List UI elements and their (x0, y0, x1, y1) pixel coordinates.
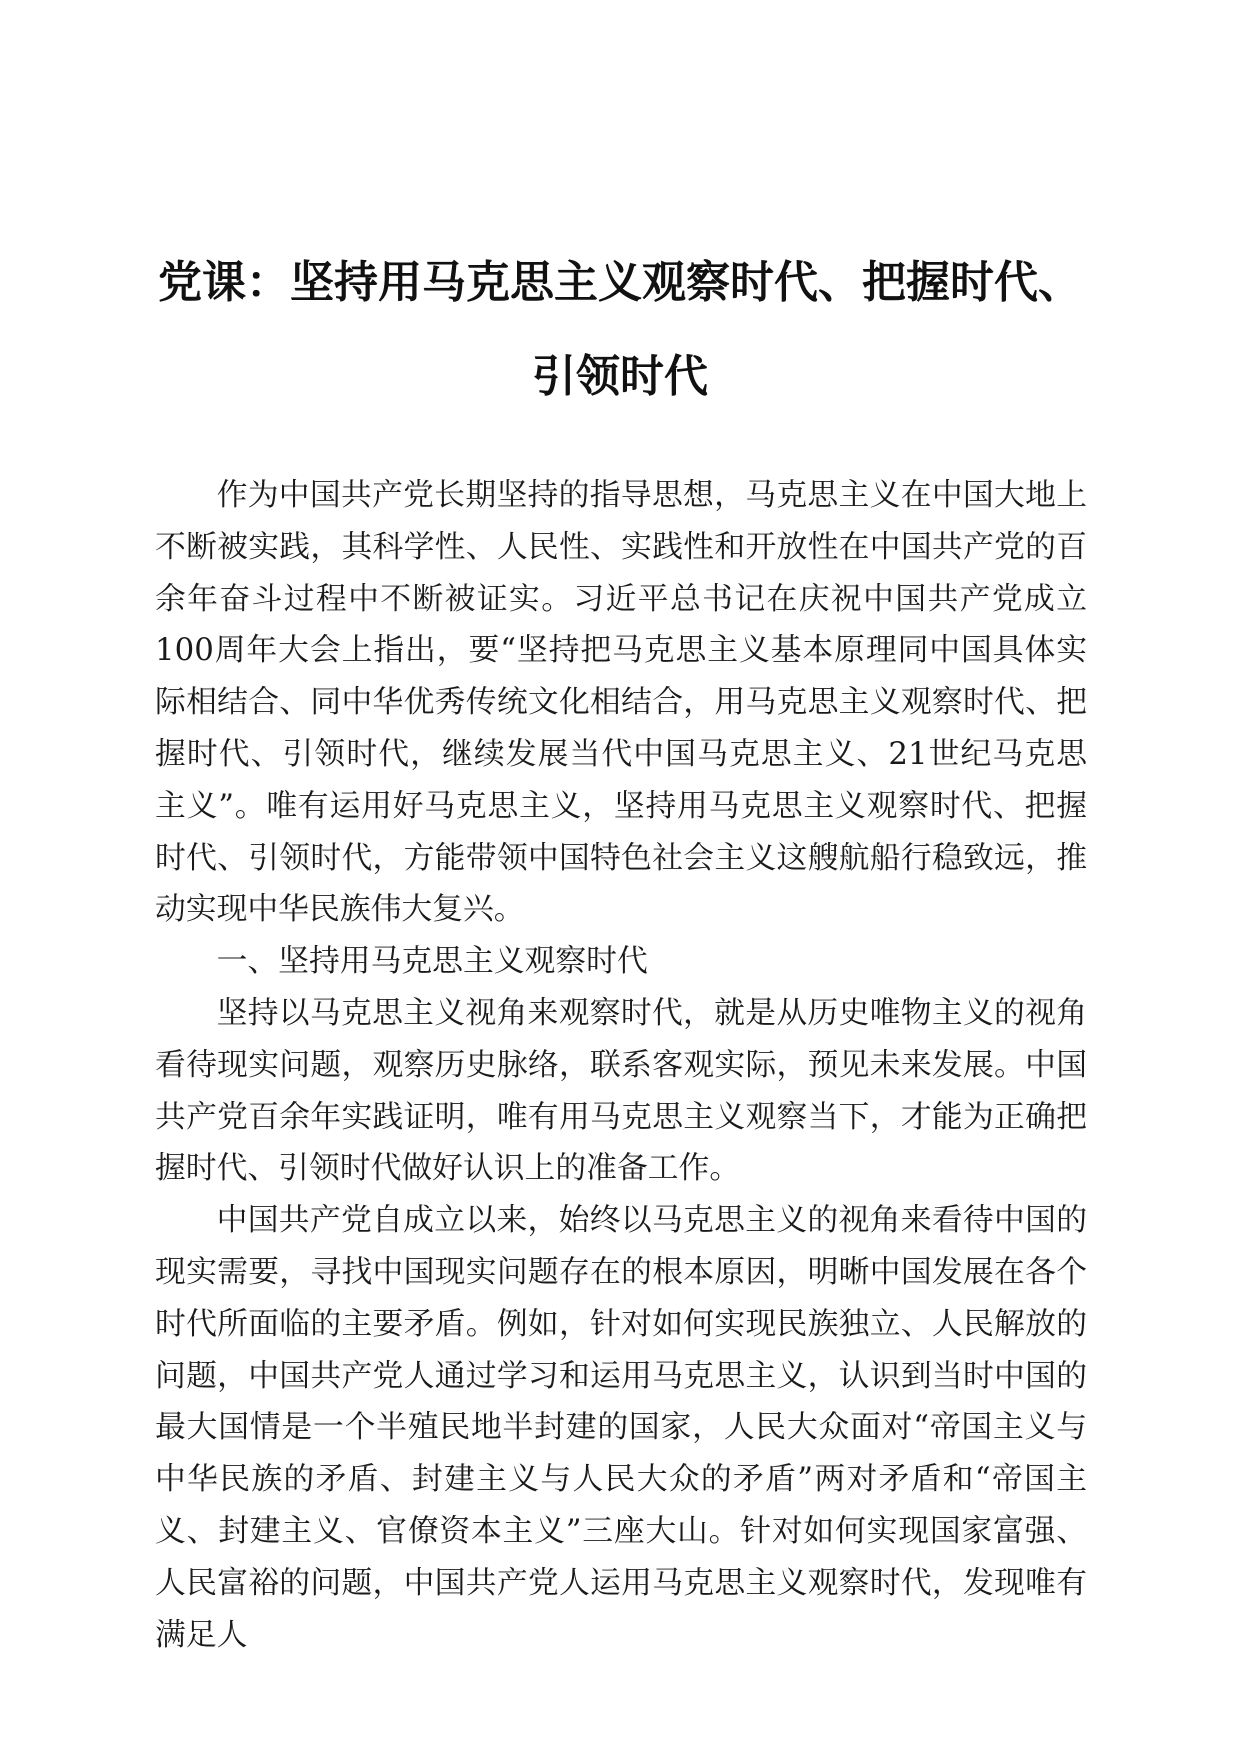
paragraph-intro: 作为中国共产党长期坚持的指导思想，马克思主义在中国大地上不断被实践，其科学性、人民性、实践性和开放性在中国共产党的百余年奋斗过程中不断被证实。习近平总书记在庆祝中国共产党成立100周年大会上指出，要“坚持把马克思主义基本原理同中国具体实际相结合、同中华优秀传统文化相结合，用马克思主义观察时代、把握时代、引领时代，继续发展当代中国马克思主义、21世纪马克思主义”。唯有运用好马克思主义，坚持用马克思主义观察时代、把握时代、引领时代，方能带领中国特色社会主义这艘航船行稳致远，推动实现中华民族伟大复兴。 (155, 477, 1087, 928)
document-title (150, 236, 1090, 424)
title-line-1: 党课：坚持用马克思主义观察时代、把握时代、 (158, 257, 1082, 308)
document-body (155, 470, 1087, 1661)
paragraph-section1-b: 中国共产党自成立以来，始终以马克思主义的视角来看待中国的现实需要，寻找中国现实问题存在的根本原因，明晰中国发展在各个时代所面临的主要矛盾。例如，针对如何实现民族独立、人民解放的问题，中国共产党人通过学习和运用马克思主义，认识到当时中国的最大国情是一个半殖民地半封建的国家，人民大众面对“帝国主义与中华民族的矛盾、封建主义与人民大众的矛盾”两对矛盾和“帝国主义、封建主义、官僚资本主义”三座大山。针对如何实现国家富强、人民富裕的问题，中国共产党人运用马克思主义观察时代，发现唯有满足人 (155, 1202, 1087, 1653)
section-heading-1: 一、坚持用马克思主义观察时代 (216, 943, 648, 980)
title-line-2: 引领时代 (532, 351, 708, 402)
paragraph-section1-a: 坚持以马克思主义视角来观察时代，就是从历史唯物主义的视角看待现实问题，观察历史脉络，联系客观实际，预见未来发展。中国共产党百余年实践证明，唯有用马克思主义观察当下，才能为正确把握时代、引领时代做好认识上的准备工作。 (155, 994, 1087, 1187)
